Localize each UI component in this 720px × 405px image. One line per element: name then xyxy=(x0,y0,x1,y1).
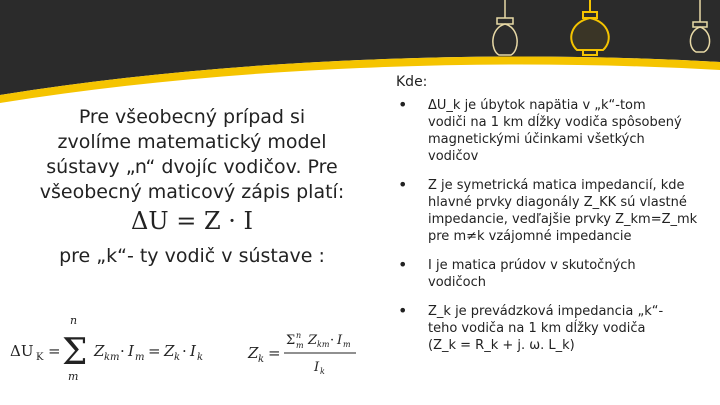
svg-text:·: · xyxy=(120,342,125,360)
definition-line: pre m≠k vzájomné impedancie xyxy=(428,229,632,244)
definition-line: • ΔU_k je úbytok napätia v „k“-tom xyxy=(428,98,646,113)
svg-text:K: K xyxy=(36,352,44,363)
definition-line: teho vodiča na 1 km dĺžky vodiča xyxy=(428,321,646,336)
definitions-panel xyxy=(396,74,714,366)
svg-text:Z: Z xyxy=(94,342,105,360)
definition-line: vodičov xyxy=(428,149,479,164)
svg-text:m: m xyxy=(296,341,304,350)
definition-line: magnetickými účinkami všetkých xyxy=(428,132,645,147)
intro-line: sústavy „n“ dvojíc vodičov. Pre xyxy=(46,156,338,178)
svg-text:Z: Z xyxy=(164,342,175,360)
svg-text:I: I xyxy=(128,342,134,360)
svg-text:·: · xyxy=(182,342,187,360)
svg-text:=: = xyxy=(268,344,281,362)
svg-text:·: · xyxy=(330,333,335,348)
definition-line: hlavné prvky diagonály Z_KK sú vlastné xyxy=(428,195,687,210)
svg-text:Σ: Σ xyxy=(286,333,296,348)
svg-text:k: k xyxy=(174,352,181,363)
svg-text:m: m xyxy=(68,370,79,383)
svg-text:k: k xyxy=(320,367,325,376)
svg-text:Z: Z xyxy=(248,344,259,362)
svg-text:I: I xyxy=(190,342,196,360)
sub-line: pre „k“- ty vodič v sústave : xyxy=(59,245,325,267)
intro-text xyxy=(22,105,362,269)
svg-text:m: m xyxy=(343,340,351,349)
definition-item xyxy=(396,257,714,291)
svg-text:Z: Z xyxy=(308,333,318,348)
intro-line: zvolíme matematický model xyxy=(57,131,327,153)
delta-u-formula xyxy=(6,310,236,394)
svg-text:n: n xyxy=(70,314,78,327)
definition-line: impedancie, vedľajšie prvky Z_km=Z_mk xyxy=(428,212,698,227)
definition-line: • Z je symetrická matica impedancií, kde xyxy=(428,178,685,193)
main-equation: ΔU = Z · I xyxy=(131,207,253,235)
definition-line: vodičoch xyxy=(428,275,486,290)
svg-text:m: m xyxy=(135,352,145,363)
svg-text:I: I xyxy=(337,333,343,348)
intro-line: všeobecný maticový zápis platí: xyxy=(39,181,345,203)
svg-text:=: = xyxy=(48,342,61,360)
definitions-list xyxy=(396,97,714,354)
definition-line: • Z_k je prevádzková impedancia „k“- xyxy=(428,304,664,319)
intro-line: Pre všeobecný prípad si xyxy=(78,106,306,128)
definition-item xyxy=(396,303,714,354)
definition-line: (Z_k = R_k + j. ω. L_k) xyxy=(428,338,575,353)
svg-text:km: km xyxy=(104,352,120,363)
definition-item xyxy=(396,97,714,165)
z-k-formula xyxy=(246,326,386,386)
definition-line: vodiči na 1 km dĺžky vodiča spôsobený xyxy=(428,115,682,130)
svg-text:I: I xyxy=(314,360,320,375)
where-label: Kde: xyxy=(396,74,428,90)
definition-line: • I je matica prúdov v skutočných xyxy=(428,258,636,273)
svg-text:ΔU: ΔU xyxy=(10,342,34,360)
svg-text:Σ: Σ xyxy=(62,332,88,373)
svg-text:k: k xyxy=(258,354,265,365)
svg-text:k: k xyxy=(197,352,204,363)
svg-text:=: = xyxy=(148,342,161,360)
definition-item xyxy=(396,177,714,245)
svg-text:n: n xyxy=(296,331,302,340)
svg-text:km: km xyxy=(317,340,330,349)
